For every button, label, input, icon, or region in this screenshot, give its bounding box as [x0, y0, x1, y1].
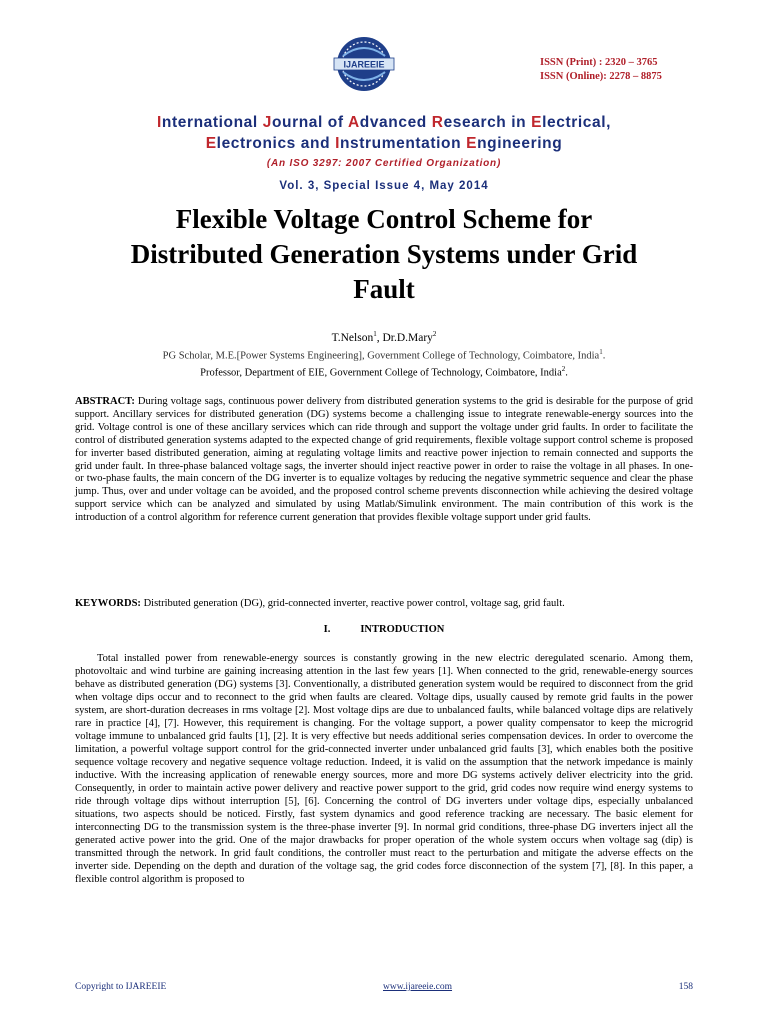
volume-info: Vol. 3, Special Issue 4, May 2014: [279, 180, 489, 192]
keywords-label: KEYWORDS:: [75, 598, 141, 609]
journal-word: dvanced: [359, 114, 432, 131]
journal-initial: J: [262, 114, 272, 131]
journal-line-1: [60, 112, 708, 133]
journal-initial: E: [466, 135, 478, 152]
paper-title: [60, 202, 708, 307]
ijareeie-logo: [329, 34, 399, 94]
author-name: Dr.D.Mary: [382, 331, 433, 344]
journal-initial: E: [205, 135, 217, 152]
keywords: [75, 597, 693, 610]
issn-online: ISSN (Online): 2278 – 8875: [540, 71, 662, 82]
journal-word: ngineering: [477, 135, 563, 152]
journal-word: esearch in: [443, 114, 532, 131]
logo-text: IJAREEIE: [343, 59, 385, 70]
footer-website-link[interactable]: www.ijareeie.com: [383, 982, 453, 992]
affil-mark: 2: [561, 365, 566, 373]
issn-block: [540, 56, 662, 84]
affil-mark: 1: [599, 348, 603, 356]
introduction-paragraph: Total installed power from renewable-energy sources is constantly growing in the new electric deregulated scenario. Among them, photovoltaic and wind turbine are gaining increasing attention in the last few years [1]. When connected to the grid, renewable-energy sources behave as distributed generation (DG) systems [3]. Conventionally, a distributed generation system would be required to disconnect from the grid when voltage dips occur and to reconnect to the grid when faults are cleared. Voltage dips, usually caused by remote grid faults in the power system, are short-duration decreases in rms voltage [2]. Most voltage dips are due to unbalanced faults, while balanced voltage dips are relatively rare in practice [4], [7]. However, this requirement is changing. For the voltage support, a power quality compensator to keep the microgrid voltage immune to unbalanced grid faults [1], [2]. It is very effective but needs additional series compensation devices. In order to overcome the limitation, a powerful voltage support control for the grid-connected inverter under unbalanced grid faults [3], which enables both the positive sequence voltage recovery and negative sequence voltage reduction. Indeed, it is valid on the assumption that the network impedance is mainly inductive. With the increasing application of renewable energy sources, more and more DG systems actively deliver electricity into the grid. Consequently, in order to maintain active power delivery and reactive power support to the grid, grid codes now require wind energy systems to ride through voltage dips without interruption [5], [6]. Concerning the control of DG inverters under voltage dips, especially unbalanced situations, two aspects should be noticed. Firstly, fast system dynamics and good reference tracking are necessary. The basic element for interconnecting DG to the transmission system is the three-phase inverter [9]. In normal grid conditions, three-phase DG inverters inject all the generated active power into the grid. One of the major drawbacks for proper operation of the whole system occurs when voltage sag (dip) is transmitted through the network. In grid fault conditions, the controller must react to the perturbation and mitigate the adverse effects on the inverter side. Depending on the depth and duration of the voltage sag, the grid codes force disconnection of the system [7], [8]. In this paper, a flexible control algorithm is proposed to: [75, 653, 693, 885]
affil-end: .: [565, 367, 568, 379]
journal-line-2: [60, 133, 708, 154]
title-line: Distributed Generation Systems under Grid: [130, 239, 638, 269]
affiliation-text: PG Scholar, M.E.[Power Systems Engineering], Government College of Technology, Coimbatore, India: [162, 350, 600, 362]
author-list: [60, 330, 708, 344]
journal-initial: E: [531, 114, 543, 131]
section-heading: [60, 624, 708, 635]
issn-print: ISSN (Print) : 2320 – 3765: [540, 57, 658, 68]
affiliation-2: [40, 365, 728, 379]
journal-initial: I: [156, 114, 162, 131]
title-line: Flexible Voltage Control Scheme for: [175, 204, 593, 234]
journal-initial: A: [347, 114, 360, 131]
author-name: T.Nelson: [331, 331, 374, 344]
abstract-label: ABSTRACT:: [75, 396, 135, 407]
section-number: I.: [323, 624, 331, 635]
keywords-text: Distributed generation (DG), grid-connected inverter, reactive power control, voltage sag, grid fault.: [140, 598, 565, 609]
title-line: Fault: [353, 274, 415, 304]
abstract: [75, 396, 693, 525]
author-separator: ,: [376, 331, 383, 344]
iso-certification: (An ISO 3297: 2007 Certified Organization): [266, 158, 502, 169]
affiliation-1: [40, 348, 728, 362]
page-number: 158: [678, 982, 693, 992]
abstract-text: During voltage sags, continuous power delivery from distributed generation systems to the grid is desirable for the purpose of grid support. Ancillary services for distributed generation (DG) systems become a challenging issue to integrate renewable-energy sources into the grid. Voltage control is one of these ancillary services which can ride through and support the voltage under grid faults. In order to facilitate the control of distributed generation systems adapted to the expected change of grid requirements, flexible voltage support control scheme is proposed for inverter based distributed generation, aiming at regulating voltage limits and reactive power injection to remain connected and supports the grid under fault. In three-phase balanced voltage sags, the inverter should inject reactive power in order to raise the voltage in all phases. In one- or two-phase faults, the main concern of the DG inverter is to equalize voltages by reducing the negative symmetric sequence and clear the phase jump. Thus, over and under voltage can be avoided, and the proposed control scheme prevents disconnection while achieving the desired voltage support service which can be analyzed and simulated by using Matlab/Simulink environment. The main contribution of this work is the introduction of a control algorithm for reference current generation that provides flexible voltage support under grid faults.: [75, 396, 693, 524]
journal-word: nternational: [161, 114, 263, 131]
footer-copyright: Copyright to IJAREEIE: [75, 982, 167, 992]
affiliation-text: Professor, Department of EIE, Government College of Technology, Coimbatore, India: [200, 367, 562, 379]
journal-name: [60, 112, 708, 154]
journal-word: ournal of: [271, 114, 348, 131]
affil-end: .: [602, 350, 606, 362]
section-title: INTRODUCTION: [360, 624, 445, 635]
author-affil-mark: 2: [432, 330, 437, 338]
journal-word: nstrumentation: [339, 135, 467, 152]
journal-word: lectronics and: [216, 135, 336, 152]
journal-word: lectrical,: [542, 114, 612, 131]
journal-initial: I: [335, 135, 340, 152]
journal-initial: R: [431, 114, 444, 131]
author-affil-mark: 1: [373, 330, 377, 338]
